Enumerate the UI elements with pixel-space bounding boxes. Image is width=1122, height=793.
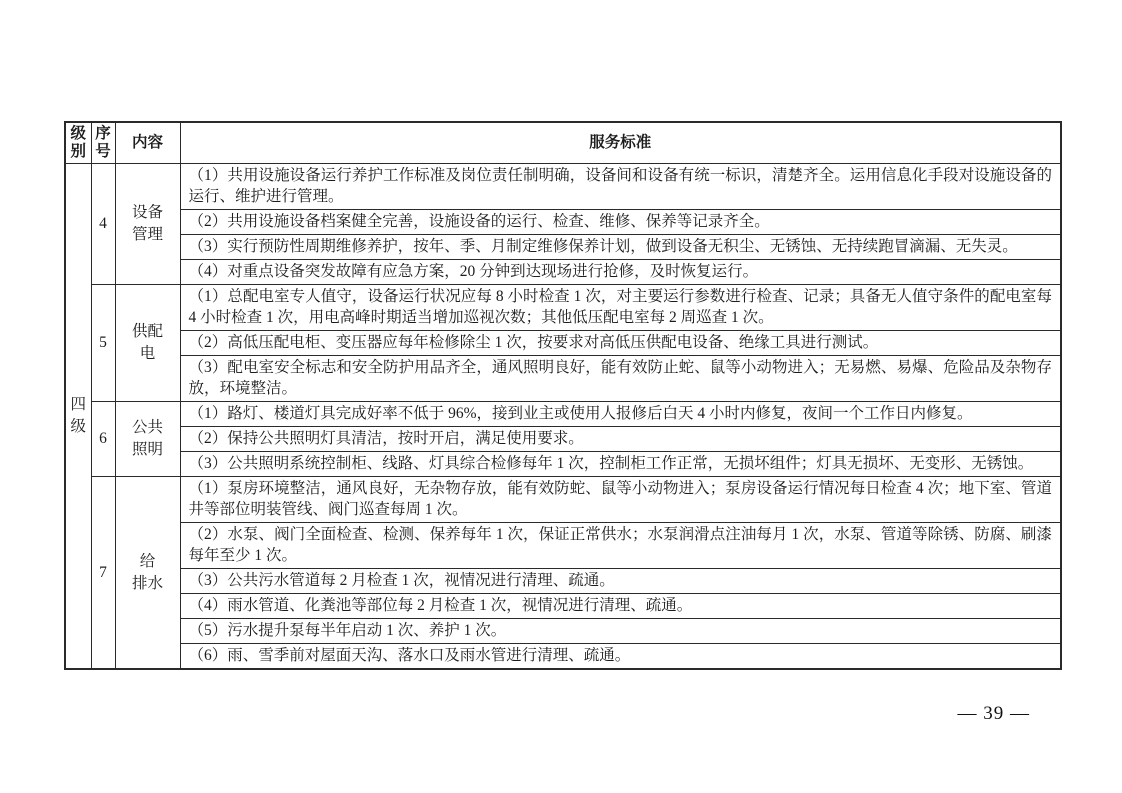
- header-content: 内容: [115, 122, 180, 164]
- seq-cell: 4: [91, 164, 115, 285]
- page-number: — 39 —: [957, 703, 1030, 724]
- table-row: [65, 402, 1061, 427]
- table-row: [65, 523, 1061, 569]
- content-cell: 公共 照明: [115, 402, 180, 477]
- table-row: [65, 644, 1061, 670]
- table-row: [65, 331, 1061, 356]
- standard-item: （2）共用设施设备档案健全完善，设施设备的运行、检查、维修、保养等记录齐全。: [180, 210, 1061, 235]
- standard-item: （2）保持公共照明灯具清洁，按时开启，满足使用要求。: [180, 427, 1061, 452]
- standard-item: （6）雨、雪季前对屋面天沟、落水口及雨水管进行清理、疏通。: [180, 644, 1061, 670]
- header-standard: 服务标准: [180, 122, 1061, 164]
- table-row: [65, 164, 1061, 210]
- content-cell: 给 排水: [115, 477, 180, 670]
- seq-cell: 7: [91, 477, 115, 670]
- standard-item: （3）公共污水管道每 2 月检查 1 次，视情况进行清理、疏通。: [180, 569, 1061, 594]
- standard-item: （4）对重点设备突发故障有应急方案，20 分钟到达现场进行抢修，及时恢复运行。: [180, 260, 1061, 285]
- standard-item: （3）公共照明系统控制柜、线路、灯具综合检修每年 1 次，控制柜工作正常，无损坏组件；灯具无损坏、无变形、无锈蚀。: [180, 452, 1061, 477]
- table-row: [65, 477, 1061, 523]
- table-row: [65, 356, 1061, 402]
- standard-item: （1）总配电室专人值守，设备运行状况应每 8 小时检查 1 次，对主要运行参数进行检查、记录；具备无人值守条件的配电室每 4 小时检查 1 次，用电高峰时期适当增加巡视次数；其他低压配电室每 2 周巡查 1 次。: [180, 285, 1061, 331]
- standard-item: （2）水泵、阀门全面检查、检测、保养每年 1 次，保证正常供水；水泵润滑点注油每月 1 次，水泵、管道等除锈、防腐、刷漆每年至少 1 次。: [180, 523, 1061, 569]
- table-row: [65, 210, 1061, 235]
- standard-item: （3）配电室安全标志和安全防护用品齐全，通风照明良好，能有效防止蛇、鼠等小动物进入；无易燃、易爆、危险品及杂物存放，环境整洁。: [180, 356, 1061, 402]
- content-cell: 设备 管理: [115, 164, 180, 285]
- header-level: 级 别: [65, 122, 91, 164]
- standard-item: （1）路灯、楼道灯具完成好率不低于 96%，接到业主或使用人报修后白天 4 小时内修复，夜间一个工作日内修复。: [180, 402, 1061, 427]
- standard-item: （2）高低压配电柜、变压器应每年检修除尘 1 次，按要求对高低压供配电设备、绝缘工具进行测试。: [180, 331, 1061, 356]
- seq-cell: 5: [91, 285, 115, 402]
- standard-item: （5）污水提升泵每半年启动 1 次、养护 1 次。: [180, 619, 1061, 644]
- seq-cell: 6: [91, 402, 115, 477]
- standard-item: （1）泵房环境整洁，通风良好，无杂物存放，能有效防蛇、鼠等小动物进入；泵房设备运行情况每日检查 4 次；地下室、管道井等部位明装管线、阀门巡查每周 1 次。: [180, 477, 1061, 523]
- table-row: [65, 619, 1061, 644]
- content-cell: 供配 电: [115, 285, 180, 402]
- table-row: [65, 260, 1061, 285]
- level-cell: 四 级: [65, 164, 91, 670]
- standard-item: （4）雨水管道、化粪池等部位每 2 月检查 1 次，视情况进行清理、疏通。: [180, 594, 1061, 619]
- table-row: [65, 285, 1061, 331]
- table-row: [65, 452, 1061, 477]
- table-header-row: [65, 122, 1061, 164]
- table-row: [65, 594, 1061, 619]
- header-seq: 序 号: [91, 122, 115, 164]
- standard-item: （3）实行预防性周期维修养护，按年、季、月制定维修保养计划，做到设备无积尘、无锈蚀、无持续跑冒滴漏、无失灵。: [180, 235, 1061, 260]
- service-standards-table: [64, 121, 1062, 670]
- table-row: [65, 427, 1061, 452]
- table-row: [65, 235, 1061, 260]
- standard-item: （1）共用设施设备运行养护工作标准及岗位责任制明确，设备间和设备有统一标识，清楚齐全。运用信息化手段对设施设备的运行、维护进行管理。: [180, 164, 1061, 210]
- table-row: [65, 569, 1061, 594]
